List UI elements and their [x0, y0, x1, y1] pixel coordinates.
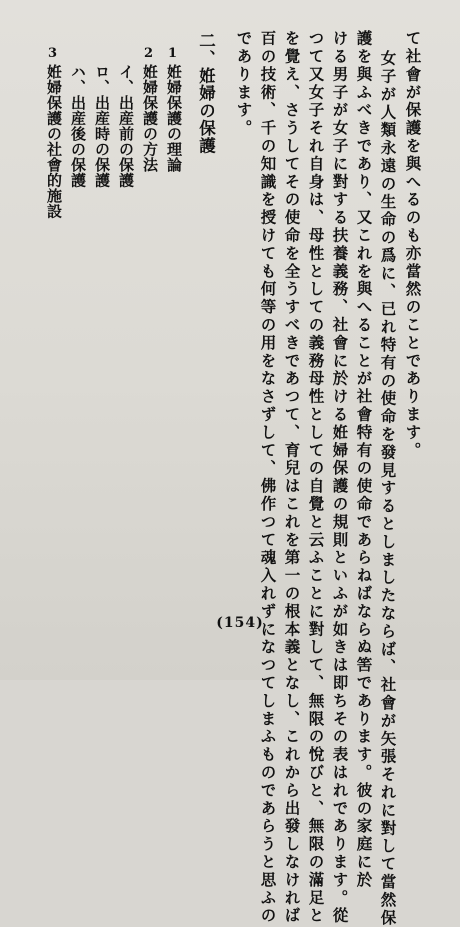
toc-subitem-ro: ロ、出産時の保護 [93, 64, 111, 188]
toc-number-1: 1 [168, 46, 178, 61]
toc-number-2: 2 [144, 46, 154, 61]
toc-item-1: 姙婦保護の理論 [165, 64, 183, 173]
body-line-3: 護を與ふべきであり、又これを與へることが社會特有の使命であらねばならぬ筈であります。彼の家庭に於 [354, 30, 374, 890]
toc-subitem-ha: ハ、出産後の保護 [69, 64, 87, 188]
body-line-6: を覺え、さうしてその使命を全うすべきであつて、育兒はこれを第一の根本義となし、これから出發しなければ [282, 30, 302, 925]
toc-subitem-i: イ、出産前の保護 [117, 64, 135, 188]
toc-item-3: 姙婦保護の社會的施設 [45, 64, 63, 219]
section-heading: 二、姙婦の保護 [196, 32, 216, 155]
toc-item-2: 姙婦保護の方法 [141, 64, 159, 173]
body-line-5: つて又女子それ自身は、母性としての義務母性としての自覺と云ふことに對して、無限の悅びと、無限の滿足と [306, 30, 326, 925]
body-line-2: 女子が人類永遠の生命の爲に、已れ特有の使命を發見するとしましたならば、社會が矢張それに對して當然保 [378, 50, 398, 927]
body-line-4: ける男子が女子に對する扶養義務、社會に於ける姙婦保護の規則といふが如きは即ちその表はれであります。從 [330, 30, 350, 925]
body-line-8: であります。 [234, 30, 254, 138]
toc-number-3: 3 [48, 46, 58, 61]
body-line-7: 百の技術、千の知識を授けても何等の用をなさずして、佛作つて魂入れずになつてしまふものであらうと思ふの [258, 30, 278, 925]
body-line-1: て社會が保護を與へるのも亦當然のことであります。 [403, 30, 423, 460]
page-number: (154) [216, 615, 264, 631]
